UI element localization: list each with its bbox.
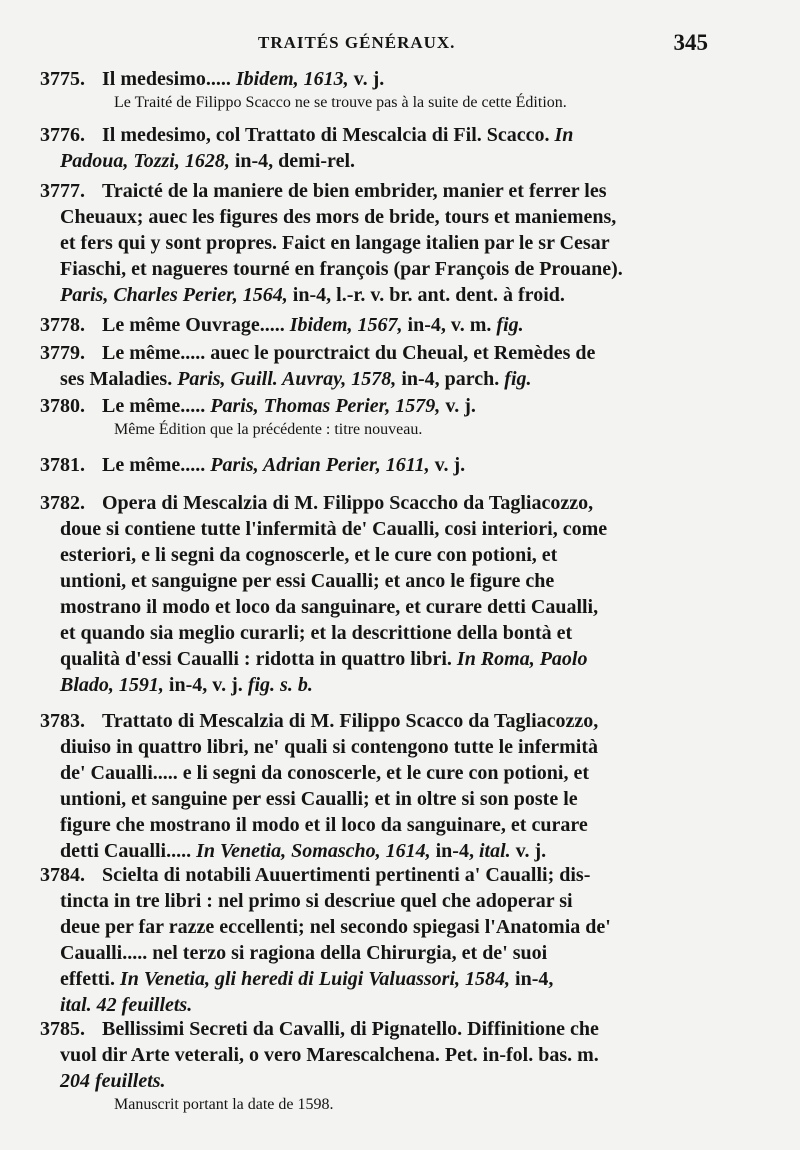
entry-line [40,888,720,914]
entry-imprint: Paris, Guill. Auvray, 1578, [172,368,397,390]
entry-line [40,366,720,392]
entry-number: 3775. [40,68,85,90]
entry-details: v. j. [440,395,476,417]
entry-text: doue si contiene tutte l'infermità de' Caualli, cosi interiori, come [60,518,608,540]
entry-imprint: Paris, Charles Perier, 1564, [60,284,288,306]
entry-line [40,178,720,204]
entry-details: in-4, demi-rel. [229,150,356,172]
entry-line [40,66,720,92]
entry-line [40,594,720,620]
entry-line [40,490,720,516]
entry-imprint: Paris, Thomas Perier, 1579, [205,395,441,417]
entry-details: in-4, [430,840,474,862]
entry-text: Traicté de la maniere de bien embrider, manier et ferrer les [102,180,607,202]
entry-line [40,122,720,148]
entry-imprint: Ibidem, 1613, [230,68,349,90]
entry-note: Le Traité de Filippo Scacco ne se trouve pas à la suite de cette Édition. [114,94,567,111]
entry-imprint: ital. 42 feuillets. [60,994,193,1016]
entry-details: v. j. [429,454,466,476]
catalog-entry [40,66,720,114]
entry-line [40,1042,720,1068]
entry-text: effetti. [60,968,115,990]
entry-line [40,646,720,672]
entry-text: untioni, et sanguine per essi Caualli; et in oltre si son poste le [60,788,578,810]
entry-imprint: Padoua, Tozzi, 1628, [60,150,230,172]
entry-imprint: In Venetia, gli heredi di Luigi Valuassori, 1584, [114,968,511,990]
catalog-entry [40,708,720,864]
entry-line [40,312,720,338]
entry-text: Bellissimi Secreti da Cavalli, di Pignatello. Diffinitione che [102,1018,599,1040]
entry-imprint: Blado, 1591, [60,674,164,696]
entry-line [40,230,720,256]
entry-text: esteriori, e li segni da cognoscerle, et le cure con potioni, et [60,544,558,566]
entry-imprint-extra: fig. [499,368,532,390]
entry-line [40,812,720,838]
entry-line [40,672,720,698]
entry-line [40,914,720,940]
entry-imprint: In [549,124,574,146]
catalog-entry [40,452,720,478]
entry-details: in-4, parch. [396,368,500,390]
catalog-entry [40,122,720,174]
entry-imprint: In Venetia, Somascho, 1614, [191,840,431,862]
entry-line [40,862,720,888]
entry-line [40,708,720,734]
entry-line [40,542,720,568]
entry-text: Il medesimo, col Trattato di Mescalcia di Fil. Scacco. [102,124,550,146]
entry-line [40,1016,720,1042]
catalog-entry [40,862,720,1018]
entry-line [40,282,720,308]
entry-text: qualità d'essi Caualli : ridotta in quattro libri. [60,648,452,670]
entry-details: in-4, l.-r. v. br. ant. dent. à froid. [287,284,565,306]
entry-details-extra: v. j. [510,840,547,862]
entry-text: diuiso in quattro libri, ne' quali si contengono tutte le infermità [60,736,598,758]
entry-imprint-extra: fig. s. b. [242,674,313,696]
entry-line [40,992,720,1018]
entry-line [40,786,720,812]
entry-text: ses Maladies. [60,368,173,390]
entry-text: deue per far razze eccellenti; nel secondo spiegasi l'Anatomia de' [60,916,611,938]
entry-text: tincta in tre libri : nel primo si descriue quel che adoperar si [60,890,573,912]
entry-text: Le même..... auec le pourctraict du Cheual, et Remèdes de [102,342,596,364]
entry-text: figure che mostrano il modo et il loco da sanguinare, et curare [60,814,588,836]
entry-imprint: In Roma, Paolo [451,648,588,670]
entry-text: detti Caualli..... [60,840,192,862]
catalog-entry [40,1016,720,1116]
entry-number: 3776. [40,124,85,146]
entry-line [40,760,720,786]
entry-details: v. j. [348,68,385,90]
entry-line [40,516,720,542]
catalog-entry [40,490,720,698]
entry-line [40,838,720,864]
entry-details: in-4, [510,968,554,990]
entry-line [40,393,720,419]
page-header [0,30,800,60]
page-number: 345 [673,30,708,55]
entry-details: in-4, v. m. [402,314,492,336]
entry-line [40,1068,720,1094]
entry-text: Scielta di notabili Auuertimenti pertinenti a' Caualli; dis- [102,864,591,886]
entry-imprint-extra: fig. [491,314,524,336]
entry-imprint: Paris, Adrian Perier, 1611, [205,454,430,476]
entry-line [40,620,720,646]
entry-line [40,568,720,594]
entry-details: in-4, v. j. [163,674,243,696]
entry-text: Trattato di Mescalzia di M. Filippo Scacco da Tagliacozzo, [102,710,599,732]
entry-text: Le même..... [102,454,206,476]
entry-number: 3784. [40,864,85,886]
entry-text: et quando sia meglio curarli; et la descrittione della bontà et [60,622,573,644]
entry-text: untioni, et sanguigne per essi Caualli; et anco le figure che [60,570,555,592]
entry-number: 3777. [40,180,85,202]
entry-number: 3780. [40,395,85,417]
entry-number: 3778. [40,314,85,336]
entry-line [40,966,720,992]
entry-text: de' Caualli..... e li segni da conoscerle, et le cure con potioni, et [60,762,590,784]
entry-line [40,148,720,174]
entry-line [40,734,720,760]
entry-text: vuol dir Arte veterali, o vero Marescalchena. Pet. in-fol. bas. m. [60,1044,599,1066]
entry-text: Fiaschi, et nagueres tourné en françois (par François de Prouane). [60,258,623,280]
entry-line [40,204,720,230]
entry-note: Même Édition que la précédente : titre nouveau. [114,421,423,438]
entry-line [40,340,720,366]
entry-line [40,452,720,478]
entry-number: 3785. [40,1018,85,1040]
running-head: TRAITÉS GÉNÉRAUX. [258,33,456,52]
entry-number: 3781. [40,454,85,476]
catalog-entry [40,178,720,308]
entry-imprint: 204 feuillets. [60,1070,166,1092]
entry-text: Cheuaux; auec les figures des mors de bride, tours et maniemens, [60,206,617,228]
entry-imprint: Ibidem, 1567, [284,314,403,336]
entry-text: Le même..... [102,395,206,417]
entry-text: et fers qui y sont propres. Faict en langage italien par le sr Cesar [60,232,610,254]
entry-line [40,940,720,966]
entry-text: Il medesimo..... [102,68,231,90]
entry-text: mostrano il modo et loco da sanguinare, et curare detti Caualli, [60,596,599,618]
entry-number: 3782. [40,492,85,514]
entry-text: Opera di Mescalzia di M. Filippo Scaccho da Tagliacozzo, [102,492,594,514]
catalog-entry [40,312,720,338]
entry-line [40,256,720,282]
entry-number: 3779. [40,342,85,364]
catalog-entry [40,340,720,392]
entry-text: Le même Ouvrage..... [102,314,285,336]
entry-text: Caualli..... nel terzo si ragiona della Chirurgia, et de' suoi [60,942,548,964]
catalog-entry [40,393,720,441]
entry-number: 3783. [40,710,85,732]
entry-imprint-extra: ital. [473,840,511,862]
entry-note: Manuscrit portant la date de 1598. [114,1096,334,1113]
